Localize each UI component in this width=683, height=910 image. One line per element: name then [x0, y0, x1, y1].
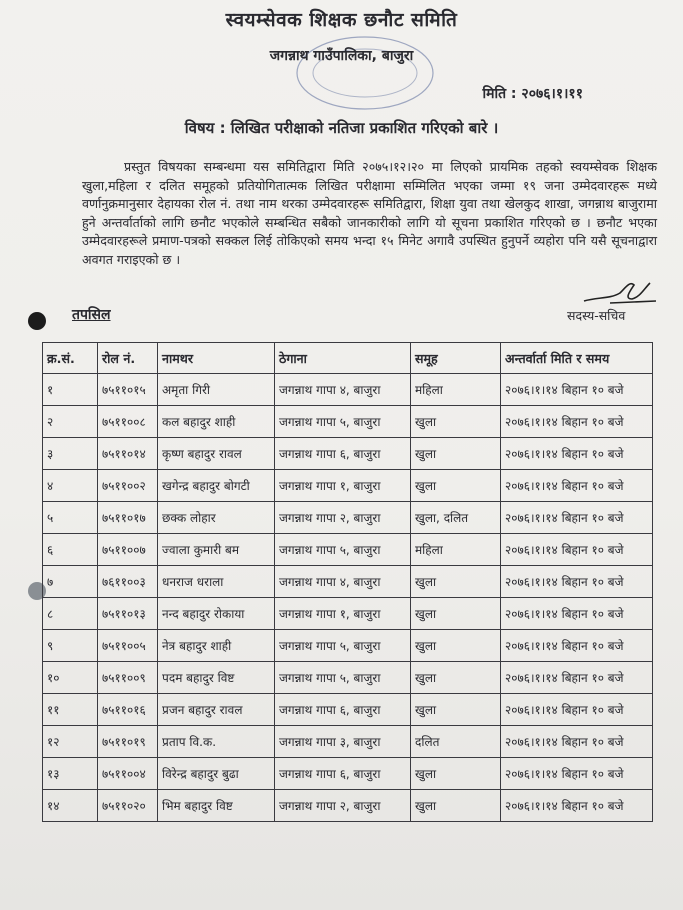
table-row	[43, 438, 653, 470]
cell-interview: २०७६।१।१४ बिहान १० बजे	[501, 502, 653, 534]
cell-group: खुला	[411, 630, 501, 662]
column-header-name: नामथर	[158, 343, 275, 374]
cell-interview: २०७६।१।१४ बिहान १० बजे	[501, 694, 653, 726]
column-header-interview: अन्तर्वार्ता मिति र समय	[501, 343, 653, 374]
notice-paragraph-text: प्रस्तुत विषयका सम्बन्धमा यस समितिद्वारा मिति २०७५।१२।२० मा लिएको प्रायमिक तहको स्वयम्सेवक शिक्षक खुला,महिला र दलित समूहको प्रतियोगितात्मक लिखित परीक्षामा सम्मिलित भएका जम्मा १९ जना उम्मेदवारहरू मध्ये वर्णानुक्रमानुसार देहायका रोल नं. तथा नाम थरका उम्मेदवारहरू समितिद्वारा, शिक्षा युवा तथा खेलकुद शाखा, जगन्नाथ बाजुरामा हुने अन्तर्वार्ताको लागि छनौट भएकोले सम्बन्धित सबैको जानकारीको लागि यो सूचना प्रकाशित गरिएको छ । छनौट भएका उम्मेदवारहरूले प्रमाण-पत्रको सक्कल लिई तोकिएको समय भन्दा १५ मिनेट अगावै उपस्थित हुनुपर्ने व्यहोरा पनि यसै सूचनाद्वारा अवगत गराइएको छ ।	[82, 159, 657, 267]
cell-roll: ७५११०१९	[98, 726, 158, 758]
cell-sn: १३	[43, 758, 98, 790]
cell-name: धनराज धराला	[158, 566, 275, 598]
cell-roll: ७५११००८	[98, 406, 158, 438]
cell-address: जगन्नाथ गापा १, बाजुरा	[275, 598, 411, 630]
cell-address: जगन्नाथ गापा ३, बाजुरा	[275, 726, 411, 758]
column-header-roll: रोल नं.	[98, 343, 158, 374]
cell-group: खुला	[411, 470, 501, 502]
cell-sn: ३	[43, 438, 98, 470]
cell-name: नन्द बहादुर रोकाया	[158, 598, 275, 630]
cell-group: महिला	[411, 534, 501, 566]
table-row	[43, 758, 653, 790]
column-header-group: समूह	[411, 343, 501, 374]
cell-roll: ७५११०१७	[98, 502, 158, 534]
cell-group: खुला	[411, 694, 501, 726]
cell-interview: २०७६।१।१४ बिहान १० बजे	[501, 374, 653, 406]
cell-roll: ७५११०१६	[98, 694, 158, 726]
cell-roll: ७५११०१५	[98, 374, 158, 406]
cell-name: प्रताप वि.क.	[158, 726, 275, 758]
cell-interview: २०७६।१।१४ बिहान १० बजे	[501, 470, 653, 502]
table-row	[43, 694, 653, 726]
cell-name: ज्वाला कुमारी बम	[158, 534, 275, 566]
cell-interview: २०७६।१।१४ बिहान १० बजे	[501, 406, 653, 438]
cell-name: पदम बहादुर विष्ट	[158, 662, 275, 694]
cell-roll: ७६११००३	[98, 566, 158, 598]
cell-group: खुला	[411, 598, 501, 630]
cell-name: कल बहादुर शाही	[158, 406, 275, 438]
cell-group: खुला, दलित	[411, 502, 501, 534]
cell-name: खगेन्द्र बहादुर बोगटी	[158, 470, 275, 502]
cell-interview: २०७६।१।१४ बिहान १० बजे	[501, 534, 653, 566]
cell-address: जगन्नाथ गापा ५, बाजुरा	[275, 630, 411, 662]
cell-group: महिला	[411, 374, 501, 406]
cell-sn: १४	[43, 790, 98, 822]
cell-sn: १२	[43, 726, 98, 758]
notice-date: मिति : २०७६।१।११	[482, 86, 583, 102]
cell-name: प्रजन बहादुर रावल	[158, 694, 275, 726]
table-row	[43, 470, 653, 502]
cell-sn: २	[43, 406, 98, 438]
cell-group: खुला	[411, 406, 501, 438]
committee-title: स्वयम्सेवक शिक्षक छनौट समिति	[225, 9, 458, 31]
table-row	[43, 374, 653, 406]
cell-address: जगन्नाथ गापा ६, बाजुरा	[275, 694, 411, 726]
column-header-sn: क्र.सं.	[43, 343, 98, 374]
column-header-address: ठेगाना	[275, 343, 411, 374]
cell-address: जगन्नाथ गापा १, बाजुरा	[275, 470, 411, 502]
cell-interview: २०७६।१।१४ बिहान १० बजे	[501, 566, 653, 598]
table-row	[43, 534, 653, 566]
cell-group: खुला	[411, 566, 501, 598]
cell-address: जगन्नाथ गापा ४, बाजुरा	[275, 566, 411, 598]
cell-name: विरेन्द्र बहादुर बुढा	[158, 758, 275, 790]
cell-group: खुला	[411, 758, 501, 790]
cell-address: जगन्नाथ गापा ५, बाजुरा	[275, 406, 411, 438]
date-label: मिति	[482, 86, 507, 102]
cell-sn: ८	[43, 598, 98, 630]
office-stamp	[290, 28, 440, 122]
cell-address: जगन्नाथ गापा २, बाजुरा	[275, 502, 411, 534]
cell-address: जगन्नाथ गापा ६, बाजुरा	[275, 438, 411, 470]
cell-group: खुला	[411, 662, 501, 694]
cell-address: जगन्नाथ गापा २, बाजुरा	[275, 790, 411, 822]
cell-sn: ७	[43, 566, 98, 598]
municipality-subtitle: जगन्नाथ गाउँपालिका, बाजुरा	[269, 48, 414, 64]
subject-text: लिखित परीक्षाको नतिजा प्रकाशित गरिएको बारे ।	[230, 119, 499, 137]
table-row	[43, 662, 653, 694]
cell-roll: ७५११००४	[98, 758, 158, 790]
cell-sn: ६	[43, 534, 98, 566]
cell-sn: ९	[43, 630, 98, 662]
subject-line: विषय : लिखित परीक्षाको नतिजा प्रकाशित गरिएको बारे ।	[184, 119, 499, 137]
cell-sn: १०	[43, 662, 98, 694]
cell-address: जगन्नाथ गापा ६, बाजुरा	[275, 758, 411, 790]
cell-roll: ७५११००७	[98, 534, 158, 566]
cell-address: जगन्नाथ गापा ४, बाजुरा	[275, 374, 411, 406]
cell-interview: २०७६।१।१४ बिहान १० बजे	[501, 662, 653, 694]
table-row	[43, 566, 653, 598]
table-row	[43, 790, 653, 822]
details-heading: तपसिल	[72, 307, 111, 323]
cell-interview: २०७६।१।१४ बिहान १० बजे	[501, 758, 653, 790]
cell-name: कृष्ण बहादुर रावल	[158, 438, 275, 470]
cell-sn: १	[43, 374, 98, 406]
date-value: २०७६।१।११	[521, 86, 583, 102]
cell-interview: २०७६।१।१४ बिहान १० बजे	[501, 790, 653, 822]
cell-sn: ११	[43, 694, 98, 726]
cell-roll: ७५११००९	[98, 662, 158, 694]
cell-sn: ४	[43, 470, 98, 502]
notice-paragraph	[82, 158, 657, 270]
cell-interview: २०७६।१।१४ बिहान १० बजे	[501, 726, 653, 758]
cell-interview: २०७६।१।१४ बिहान १० बजे	[501, 630, 653, 662]
table-row	[43, 502, 653, 534]
table-header-row	[43, 343, 653, 374]
cell-group: खुला	[411, 790, 501, 822]
punch-hole-icon	[28, 312, 46, 330]
cell-roll: ७५११००५	[98, 630, 158, 662]
cell-roll: ७५११०१४	[98, 438, 158, 470]
cell-name: अमृता गिरी	[158, 374, 275, 406]
subject-label: विषय	[184, 119, 215, 137]
cell-address: जगन्नाथ गापा ५, बाजुरा	[275, 662, 411, 694]
cell-roll: ७५११०२०	[98, 790, 158, 822]
cell-name: नेत्र बहादुर शाही	[158, 630, 275, 662]
cell-address: जगन्नाथ गापा ५, बाजुरा	[275, 534, 411, 566]
cell-sn: ५	[43, 502, 98, 534]
table-row	[43, 406, 653, 438]
table-row	[43, 726, 653, 758]
results-table	[42, 342, 653, 822]
table-row	[43, 598, 653, 630]
cell-interview: २०७६।१।१४ बिहान १० बजे	[501, 438, 653, 470]
table-row	[43, 630, 653, 662]
cell-group: खुला	[411, 438, 501, 470]
cell-group: दलित	[411, 726, 501, 758]
cell-roll: ७५११००२	[98, 470, 158, 502]
cell-roll: ७५११०१३	[98, 598, 158, 630]
secretary-label: सदस्य-सचिव	[567, 308, 626, 323]
cell-name: भिम बहादुर विष्ट	[158, 790, 275, 822]
cell-name: छक्क लोहार	[158, 502, 275, 534]
cell-interview: २०७६।१।१४ बिहान १० बजे	[501, 598, 653, 630]
